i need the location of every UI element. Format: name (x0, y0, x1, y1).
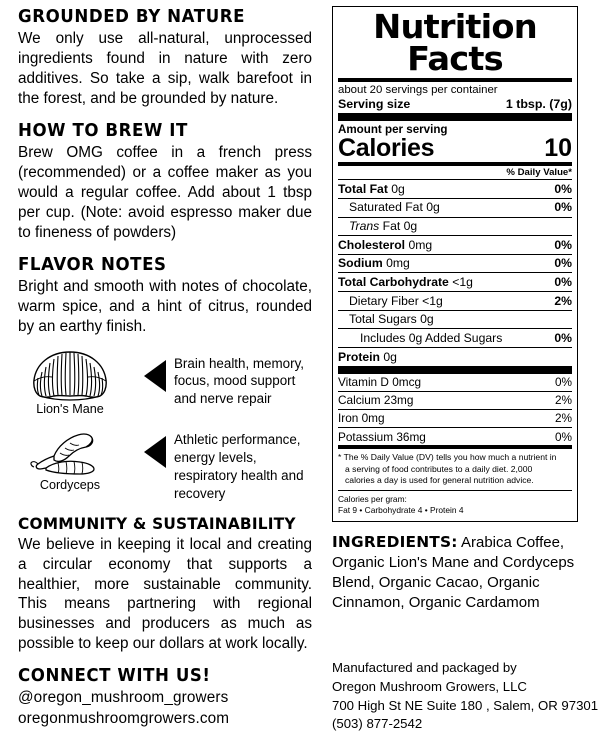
nutrient-name: Total Fat (338, 181, 388, 196)
manufacturer-address: 700 High St NE Suite 180 , Salem, OR 97301 (332, 697, 599, 713)
nutrient-percent: 0% (554, 237, 572, 252)
section-heading: CONNECT WITH US! (18, 666, 211, 687)
section-heading: GROUNDED BY NATURE (18, 7, 246, 27)
ingredients-label: INGREDIENTS: (332, 532, 458, 551)
divider (338, 366, 572, 374)
nutrient-name: Saturated Fat (349, 200, 423, 215)
ingredients-text: Arabica Coffee, Organic Lion's Mane and Cordyceps Blend, Organic Cacao, Organic Cinnamon, Organic Cardamom (332, 533, 575, 612)
serving-size-label: Serving size (338, 96, 411, 111)
nutrient-value: 0g (420, 312, 434, 327)
micronutrient-percent: 0% (554, 429, 572, 444)
ingredients-block (332, 532, 586, 613)
section-community-sustainability (18, 515, 316, 654)
mushroom-benefit-text: Brain health, memory, focus, mood support and nerve repair (174, 355, 304, 407)
section-body: We only use all-natural, unprocessed ingredients found in nature with zero additives. So take a sip, walk barefoot in the forest, and be grounded by nature. (18, 30, 312, 107)
lions-mane-mushroom-icon (24, 350, 116, 402)
micronutrient-percent: 2% (554, 393, 572, 408)
table-row (338, 410, 572, 427)
nutrient-name: Trans (349, 219, 380, 234)
nutrient-value: 0g (426, 200, 440, 215)
micronutrient-name: Vitamin D 0mcg (338, 375, 422, 390)
manufacturer-block (332, 659, 598, 734)
micronutrient-percent: 0% (554, 375, 572, 390)
nutrient-value: <1g (452, 274, 473, 289)
section-grounded-by-nature (18, 8, 316, 109)
mushroom-name: Lion's Mane (36, 401, 104, 416)
left-pointing-triangle-icon (122, 436, 166, 468)
mushroom-benefit-text: Athletic performance, energy levels, respiratory health and recovery (174, 432, 304, 501)
website-url[interactable]: oregonmushroomgrowers.com (18, 709, 230, 727)
table-row (338, 218, 572, 236)
table-row (338, 199, 572, 217)
nutrient-name: Protein (338, 349, 380, 364)
section-body: Bright and smooth with notes of chocolate, warm spice, and a hint of citrus, rounded by an earthy finish. (18, 278, 312, 335)
nutrient-rows (338, 180, 572, 365)
nutrient-percent: 0% (554, 181, 572, 196)
nutrient-value: Fat 0g (382, 219, 418, 234)
table-row (338, 392, 572, 409)
nutrient-value: 0mg (386, 256, 410, 271)
social-handle[interactable]: @oregon_mushroom_growers (18, 689, 229, 707)
section-connect-with-us (18, 667, 316, 729)
table-row (338, 311, 572, 329)
section-heading: COMMUNITY & SUSTAINABILITY (18, 513, 296, 533)
manufacturer-name: Oregon Mushroom Growers, LLC (332, 678, 527, 694)
nutrient-value: 0mg (408, 237, 433, 252)
calories-per-gram-label: Calories per gram: (338, 494, 407, 505)
table-row (338, 348, 572, 366)
section-flavor-notes (18, 256, 316, 337)
nutrient-name: Sodium (338, 256, 383, 271)
nutrient-percent: 2% (554, 293, 572, 308)
daily-value-footnote (338, 449, 572, 490)
serving-size-value: 1 tbsp. (7g) (505, 96, 572, 111)
nutrient-name: Includes 0g Added Sugars (360, 330, 503, 345)
table-row (338, 374, 572, 391)
nutrition-facts-panel (332, 6, 578, 522)
nutrient-percent: 0% (554, 330, 572, 345)
daily-value-header: % Daily Value* (506, 167, 572, 179)
nutrition-facts-title: Nutrition Facts (373, 7, 537, 79)
micronutrient-percent: 2% (554, 411, 572, 426)
nutrient-percent: 0% (554, 274, 572, 289)
nutrient-name: Total Carbohydrate (338, 274, 449, 289)
section-body: Brew OMG coffee in a french press (recommended) or a coffee maker as you would a regular coffee. Add about 1 tbsp per cup. (Note: avoid espresso maker due to fineness of powders) (18, 144, 312, 241)
manufacturer-phone[interactable]: (503) 877-2542 (332, 716, 423, 732)
calories-per-gram-values: Fat 9 • Carbohydrate 4 • Protein 4 (338, 505, 464, 516)
cordyceps-mushroom-icon (24, 426, 116, 478)
table-row (338, 180, 572, 198)
section-heading: FLAVOR NOTES (18, 254, 167, 275)
nutrient-name: Total Sugars (349, 312, 417, 327)
right-column (322, 0, 600, 750)
nutrient-value: <1g (422, 293, 443, 308)
table-row (338, 428, 572, 445)
nutrient-name: Cholesterol (338, 237, 406, 252)
mushroom-benefit-row (18, 350, 316, 417)
table-row (338, 292, 572, 310)
cordyceps-illustration (18, 426, 122, 493)
table-row (338, 255, 572, 273)
left-pointing-triangle-icon (122, 360, 166, 392)
calories-label: Calories (338, 134, 435, 163)
table-row (338, 273, 572, 291)
serving-size-row (338, 97, 572, 113)
footnote-line: calories a day is used for general nutrition advice. (345, 475, 534, 486)
calories-row (338, 136, 572, 162)
nutrient-percent: 0% (554, 200, 572, 215)
micronutrient-name: Potassium 36mg (338, 429, 426, 444)
servings-per-container: about 20 servings per container (338, 83, 498, 96)
mushroom-benefits-group (18, 350, 316, 503)
mushroom-name: Cordyceps (39, 478, 101, 493)
calories-value: 10 (544, 134, 572, 163)
nutrient-percent: 0% (554, 256, 572, 271)
divider (338, 113, 572, 121)
nutrient-value: 0g (383, 349, 397, 364)
amount-per-serving-label: Amount per serving (338, 122, 448, 136)
footnote-line: a serving of food contributes to a daily diet. 2,000 (345, 463, 533, 474)
micronutrient-name: Iron 0mg (338, 411, 385, 426)
nutrient-name: Dietary Fiber (349, 293, 419, 308)
nutrient-value: 0g (391, 181, 405, 196)
calories-per-gram-note (338, 491, 572, 519)
micronutrient-rows (338, 374, 572, 446)
table-row (338, 236, 572, 254)
manufacturer-line: Manufactured and packaged by (332, 660, 517, 676)
table-row (338, 329, 572, 347)
section-heading: HOW TO BREW IT (18, 120, 188, 141)
mushroom-benefit-row (18, 426, 316, 502)
section-how-to-brew-it (18, 122, 316, 243)
lions-mane-illustration (18, 350, 122, 417)
section-body: We believe in keeping it local and creating a circular economy that supports a healthier, more sustainable community. This means partnering with regional businesses and producers as much as possible to keep our dollars at work locally. (18, 535, 312, 653)
footnote-line: * The % Daily Value (DV) tells you how much a nutrient in (338, 452, 557, 463)
micronutrient-name: Calcium 23mg (338, 393, 414, 408)
